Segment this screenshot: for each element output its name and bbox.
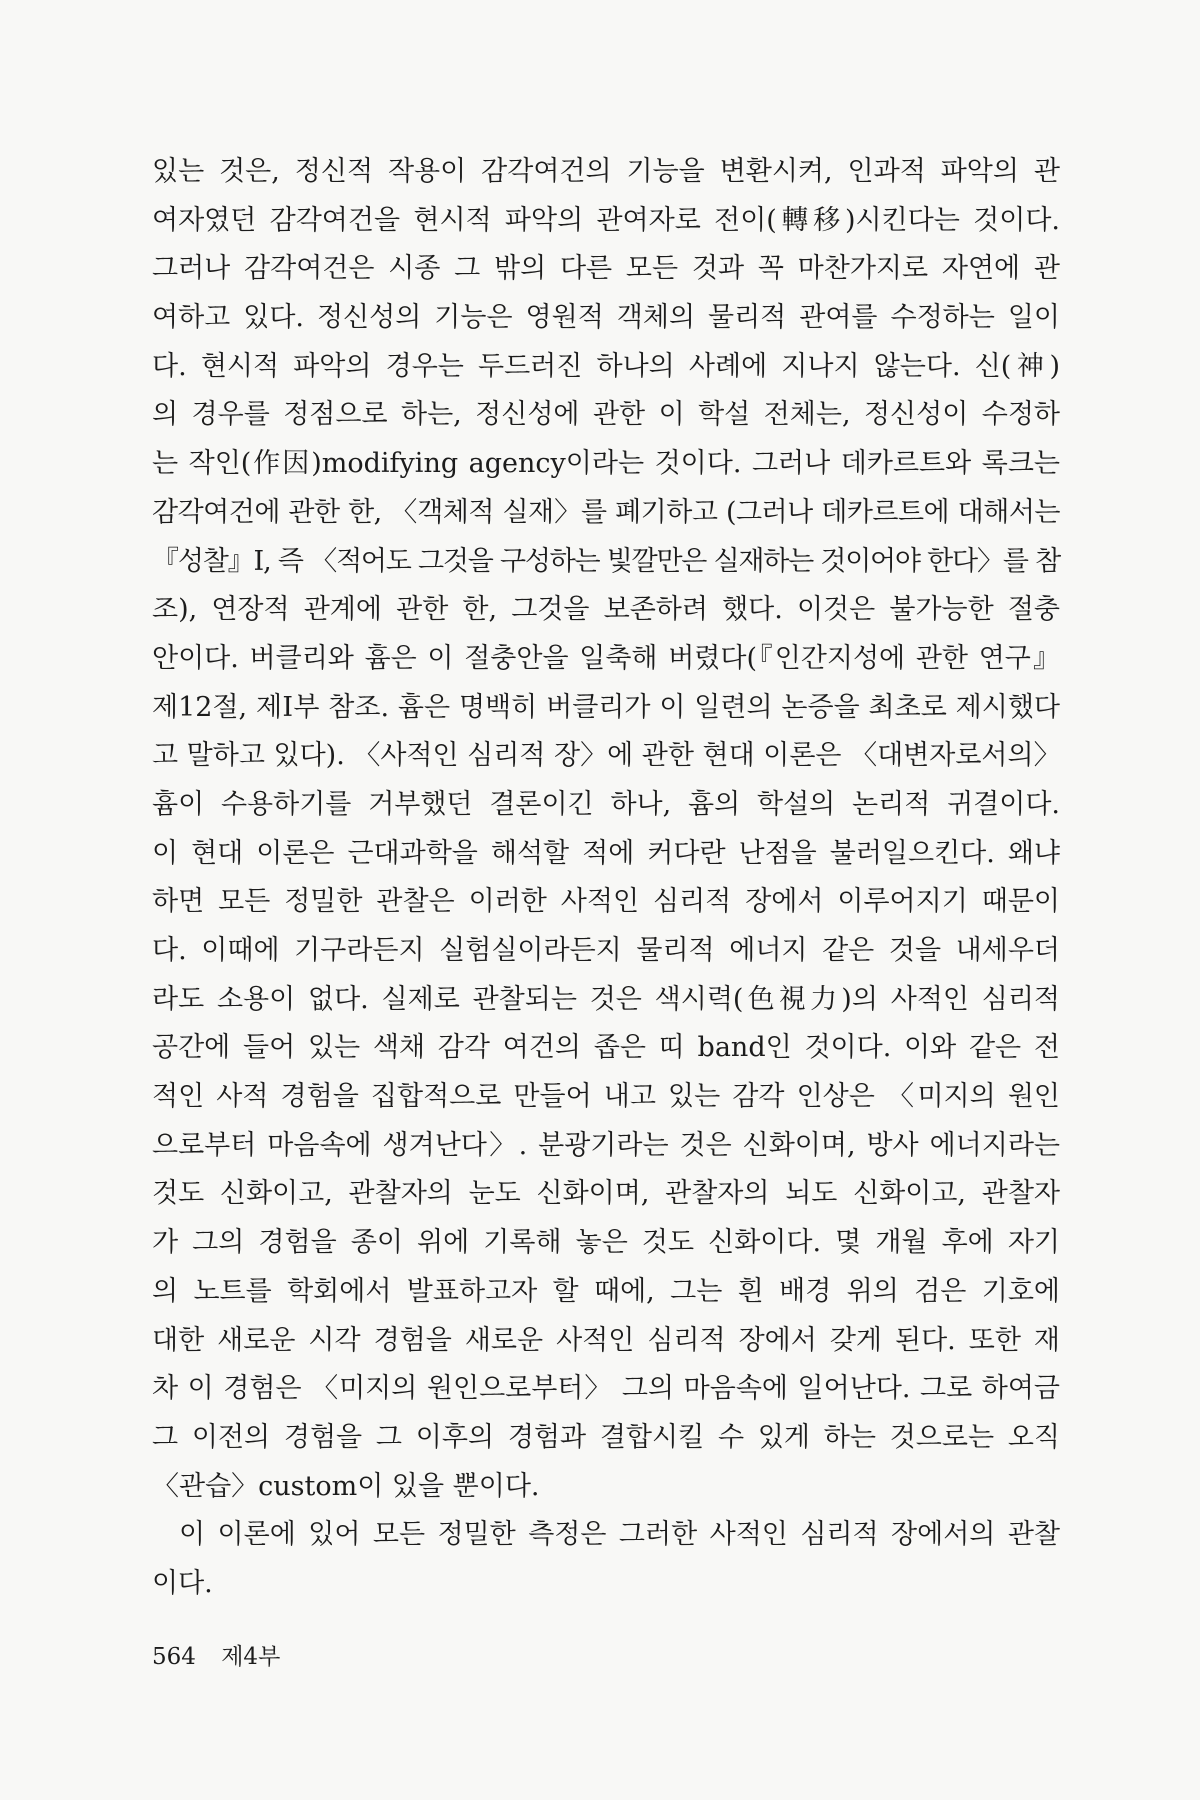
text-line: 여자였던 감각여건을 현시적 파악의 관여자로 전이(轉移)시킨다는 것이다.: [152, 204, 1060, 236]
text-line: 흄이 수용하기를 거부했던 결론이긴 하나, 흄의 학설의 논리적 귀결이다.: [152, 788, 1060, 820]
text-line: 그러나 감각여건은 시종 그 밖의 다른 모든 것과 꼭 마찬가지로 자연에 관: [152, 253, 1060, 285]
text-line: 공간에 들어 있는 색채 감각 여건의 좁은 띠 band인 것이다. 이와 같은 전: [152, 1032, 1060, 1064]
section-label: 제4부: [221, 1644, 281, 1670]
text-line: 있는 것은, 정신적 작용이 감각여건의 기능을 변환시켜, 인과적 파악의 관: [152, 156, 1060, 187]
text-line: 고 말하고 있다). 〈사적인 심리적 장〉에 관한 현대 이론은 〈대변자로서의〉: [152, 740, 1061, 772]
text-line: 이 이론에 있어 모든 정밀한 측정은 그러한 사적인 심리적 장에서의 관찰: [179, 1519, 1060, 1551]
text-line: 다. 이때에 기구라든지 실험실이라든지 물리적 에너지 같은 것을 내세우더: [152, 935, 1060, 966]
text-line: 안이다. 버클리와 흄은 이 절충안을 일축해 버렸다(『인간지성에 관한 연구』: [152, 642, 1060, 674]
text-line: 적인 사적 경험을 집합적으로 만들어 내고 있는 감각 인상은 〈미지의 원인: [152, 1081, 1060, 1113]
text-line: 〈관습〉custom이 있을 뿐이다.: [152, 1470, 540, 1502]
body-text: [152, 148, 1060, 1609]
text-line: 으로부터 마음속에 생겨난다〉. 분광기라는 것은 신화이며, 방사 에너지라는: [152, 1129, 1060, 1161]
text-line: 제12절, 제Ⅰ부 참조. 흄은 명백히 버클리가 이 일련의 논증을 최초로 제시했다: [152, 691, 1060, 723]
text-line: 대한 새로운 시각 경험을 새로운 사적인 심리적 장에서 갖게 된다. 또한 재: [152, 1324, 1060, 1356]
text-line: 이 현대 이론은 근대과학을 해석할 적에 커다란 난점을 불러일으킨다. 왜냐: [152, 837, 1060, 869]
text-line: 것도 신화이고, 관찰자의 눈도 신화이며, 관찰자의 뇌도 신화이고, 관찰자: [152, 1178, 1060, 1210]
text-line: 의 노트를 학회에서 발표하고자 할 때에, 그는 흰 배경 위의 검은 기호에: [152, 1275, 1060, 1307]
text-line: 조), 연장적 관계에 관한 한, 그것을 보존하려 했다. 이것은 불가능한 절충: [152, 594, 1060, 626]
text-line: 라도 소용이 없다. 실제로 관찰되는 것은 색시력(色視力)의 사적인 심리적: [152, 983, 1060, 1015]
text-line: 하면 모든 정밀한 관찰은 이러한 사적인 심리적 장에서 이루어지기 때문이: [152, 886, 1060, 918]
text-line: 는 작인(作因)modifying agency이라는 것이다. 그러나 데카르트와 록크는: [152, 448, 1060, 480]
page-footer: [152, 1638, 280, 1671]
text-line: 다. 현시적 파악의 경우는 두드러진 하나의 사례에 지나지 않는다. 신(神): [152, 350, 1060, 382]
text-line: 가 그의 경험을 종이 위에 기록해 놓은 것도 신화이다. 몇 개월 후에 자기: [152, 1227, 1060, 1259]
text-line: 그 이전의 경험을 그 이후의 경험과 결합시킬 수 있게 하는 것으로는 오직: [152, 1421, 1060, 1453]
text-line: 감각여건에 관한 한, 〈객체적 실재〉를 폐기하고 (그러나 데카르트에 대해서는: [152, 496, 1060, 528]
text-line: 의 경우를 정점으로 하는, 정신성에 관한 이 학설 전체는, 정신성이 수정하: [152, 399, 1060, 431]
text-line: 이다.: [152, 1567, 213, 1599]
text-line: 『성찰』Ⅰ, 즉 〈적어도 그것을 구성하는 빛깔만은 실재하는 것이어야 한다〉를 참: [152, 545, 1060, 577]
text-line: 여하고 있다. 정신성의 기능은 영원적 객체의 물리적 관여를 수정하는 일이: [152, 302, 1060, 334]
text-line: 차 이 경험은 〈미지의 원인으로부터〉 그의 마음속에 일어난다. 그로 하여금: [152, 1373, 1060, 1405]
page-number: 564: [152, 1644, 196, 1670]
